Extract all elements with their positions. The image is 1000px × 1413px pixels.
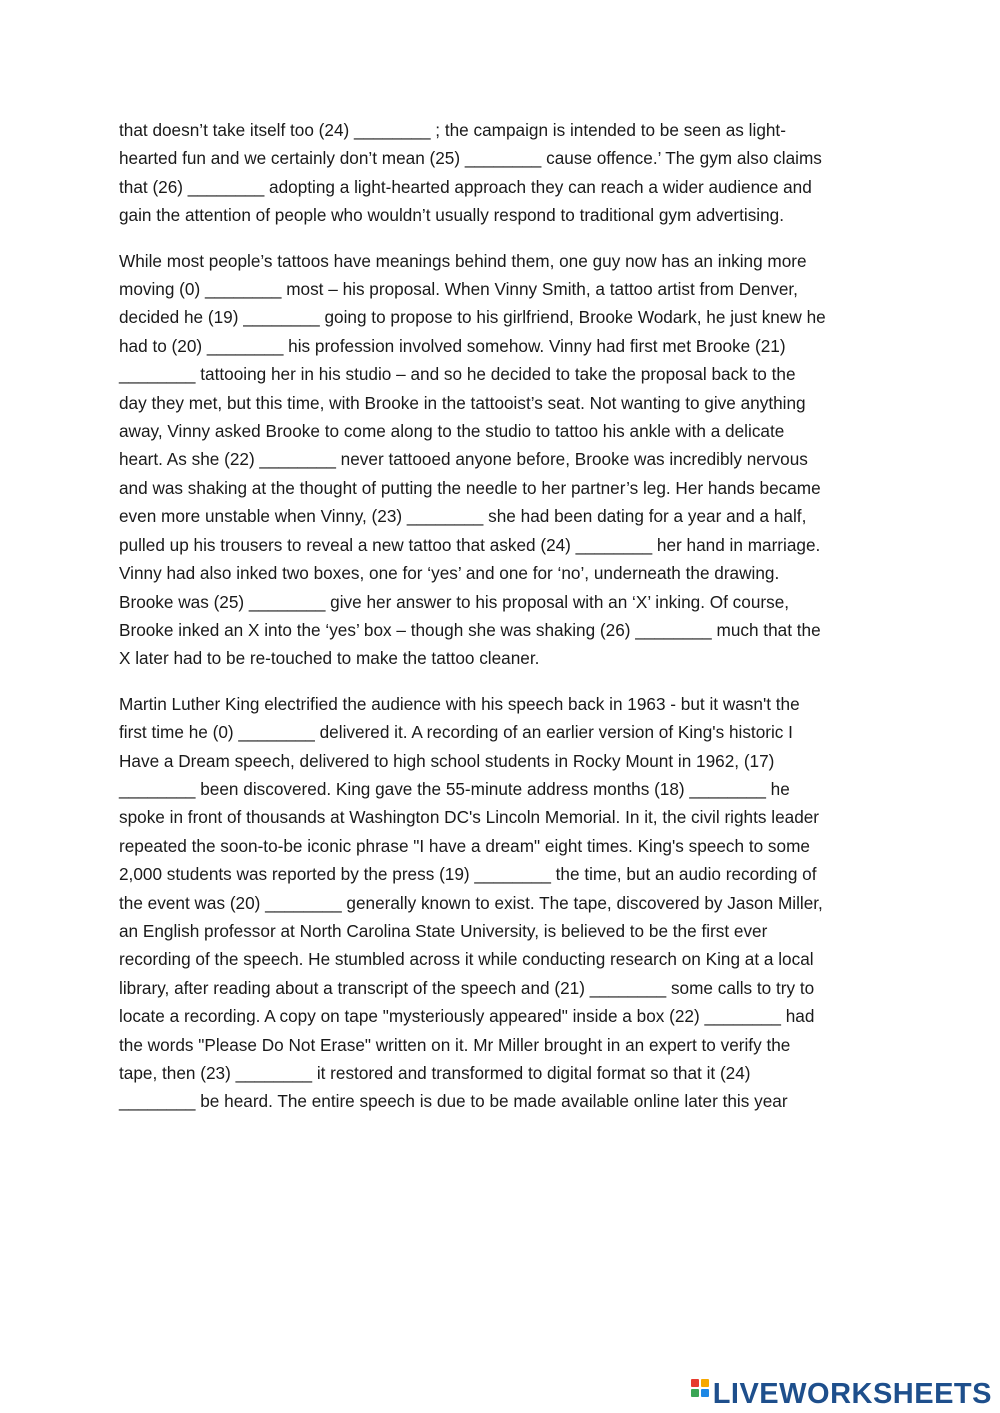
text-line: locate a recording. A copy on tape "mysteriously appeared" inside a box (22) ________ had [119, 1006, 815, 1027]
text-line: library, after reading about a transcript of the speech and (21) ________ some calls to try to [119, 977, 815, 998]
text-line: ________ be heard. The entire speech is due to be made available online later this year [119, 1091, 788, 1112]
text-line: gain the attention of people who wouldn’t usually respond to traditional gym advertising. [119, 205, 785, 226]
text-line: an English professor at North Carolina State University, is believed to be the first ever [119, 920, 768, 941]
text-line: ________ tattooing her in his studio – and so he decided to take the proposal back to the [119, 364, 796, 385]
text-line: Have a Dream speech, delivered to high school students in Rocky Mount in 1962, (17) [119, 750, 775, 771]
text-line: spoke in front of thousands at Washington DC's Lincoln Memorial. In it, the civil rights leader [119, 807, 820, 828]
text-line: the event was (20) ________ generally known to exist. The tape, discovered by Jason Miller, [119, 892, 823, 913]
text-line: away, Vinny asked Brooke to come along to the studio to tattoo his ankle with a delicate [119, 421, 785, 442]
text-line: X later had to be re-touched to make the tattoo cleaner. [119, 648, 540, 669]
paragraph-tattoo-proposal [119, 247, 889, 673]
text-line: first time he (0) ________ delivered it. A recording of an earlier version of King's historic I [119, 722, 793, 743]
text-line: recording of the speech. He stumbled across it while conducting research on King at a local [119, 949, 814, 970]
logo-cell [701, 1379, 709, 1387]
liveworksheets-logo-text: LIVEWORKSHEETS [712, 1377, 992, 1410]
text-line: the words "Please Do Not Erase" written on it. Mr Miller brought in an expert to verify the [119, 1034, 791, 1055]
text-line: hearted fun and we certainly don’t mean (25) ________ cause offence.’ The gym also claims [119, 148, 822, 169]
text-line: that doesn’t take itself too (24) ________ ; the campaign is intended to be seen as light- [119, 120, 786, 140]
text-line: and was shaking at the thought of putting the needle to her partner’s leg. Her hands became [119, 477, 821, 498]
text-line: pulled up his trousers to reveal a new tattoo that asked (24) ________ her hand in marriage. [119, 534, 821, 555]
text-line: 2,000 students was reported by the press (19) ________ the time, but an audio recording of [119, 864, 817, 885]
text-line: even more unstable when Vinny, (23) ________ she had been dating for a year and a half, [119, 506, 807, 527]
text-line: tape, then (23) ________ it restored and transformed to digital format so that it (24) [119, 1063, 751, 1083]
text-line: While most people’s tattoos have meanings behind them, one guy now has an inking more [119, 250, 807, 271]
logo-cell [691, 1379, 699, 1387]
liveworksheets-logo-icon [691, 1379, 709, 1409]
worksheet-page [119, 116, 889, 1116]
paragraph-gym-campaign [119, 116, 889, 230]
text-line: day they met, but this time, with Brooke in the tattooist’s seat. Not wanting to give anything [119, 392, 806, 413]
liveworksheets-logo[interactable] [691, 1376, 992, 1412]
text-line: heart. As she (22) ________ never tattooed anyone before, Brooke was incredibly nervous [119, 449, 808, 470]
text-line: Brooke inked an X into the ‘yes’ box – though she was shaking (26) ________ much that the [119, 619, 821, 640]
text-line: Vinny had also inked two boxes, one for ‘yes’ and one for ‘no’, underneath the drawing. [119, 563, 780, 584]
text-line: repeated the soon-to-be iconic phrase "I have a dream" eight times. King's speech to some [119, 835, 810, 856]
text-line: that (26) ________ adopting a light-hearted approach they can reach a wider audience and [119, 176, 812, 197]
logo-cell [701, 1389, 709, 1397]
text-line: had to (20) ________ his profession involved somehow. Vinny had first met Brooke (21) [119, 335, 786, 356]
paragraph-mlk-speech [119, 690, 889, 1116]
text-line: Brooke was (25) ________ give her answer to his proposal with an ‘X’ inking. Of course, [119, 591, 790, 612]
text-line: ________ been discovered. King gave the 55-minute address months (18) ________ he [119, 778, 790, 799]
text-line: moving (0) ________ most – his proposal. When Vinny Smith, a tattoo artist from Denver, [119, 279, 798, 300]
logo-cell [691, 1389, 699, 1397]
text-line: Martin Luther King electrified the audience with his speech back in 1963 - but it wasn't the [119, 693, 800, 714]
text-line: decided he (19) ________ going to propose to his girlfriend, Brooke Wodark, he just knew he [119, 307, 826, 328]
